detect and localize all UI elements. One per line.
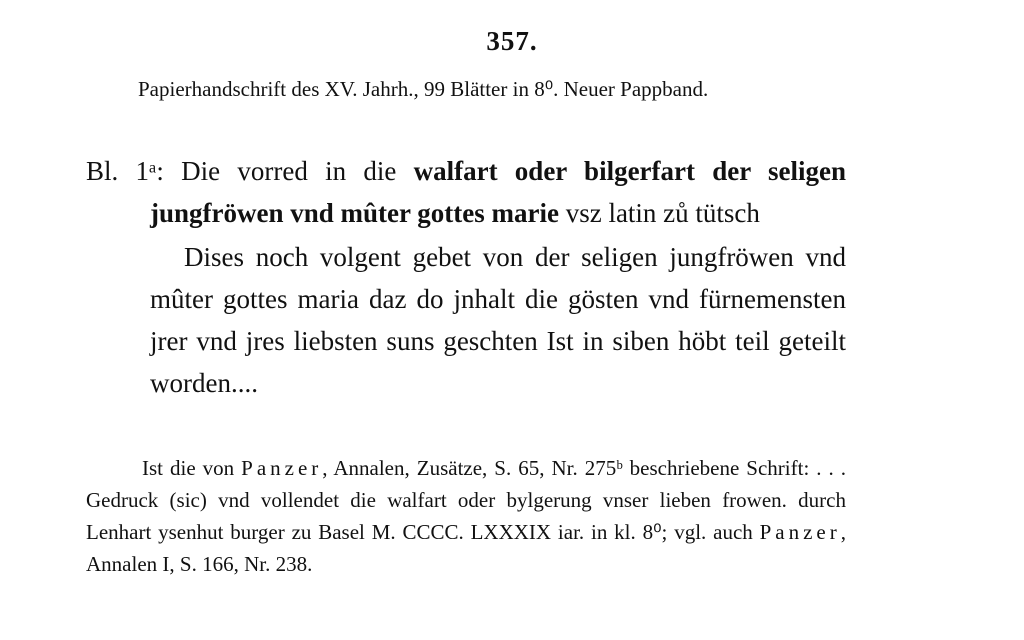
note-text	[86, 452, 846, 580]
entry-title-rest: vsz latin zů tütsch	[565, 198, 760, 228]
entry-heading	[86, 150, 846, 234]
manuscript-entry	[86, 150, 846, 404]
note-part-2: , Annalen, Zusätze, S. 65, Nr. 275ᵇ beschriebene Schrift: . . . Gedruck (sic) vnd vollendet die walfart oder bylgerung vnser lieben frowen. durch Lenhart ysenhut burger zu Basel M. CCCC. LXXXIX iar. in kl. 8⁰; vgl. auch	[86, 456, 846, 544]
page-number: 357.	[486, 26, 538, 56]
description-text: Papierhandschrift des XV. Jahrh., 99 Blätter in 8⁰. Neuer Pappband.	[138, 77, 709, 101]
folio-reference: Bl. 1ᵃ:	[86, 156, 164, 186]
author-name-panzer-1: Panzer	[241, 456, 323, 480]
entry-quote: Dises noch volgent gebet von der seligen jungfröwen vnd mûter gottes maria daz do jnhalt die gösten vnd fürnemensten jrer vnd jres liebsten suns geschten Ist in siben höbt teil geteilt worden....	[150, 242, 846, 398]
note-part-1: Ist die von	[142, 456, 235, 480]
bibliographic-note	[86, 452, 846, 580]
author-name-panzer-2: Panzer	[759, 520, 841, 544]
manuscript-description	[86, 74, 846, 105]
entry-intro: Die vorred in die	[181, 156, 397, 186]
entry-title: walfart oder bilgerfart der seligen jungfröwen vnd mûter gottes marie	[150, 156, 846, 228]
note-part-3: , Annalen I, S. 166, Nr. 238.	[86, 520, 846, 576]
